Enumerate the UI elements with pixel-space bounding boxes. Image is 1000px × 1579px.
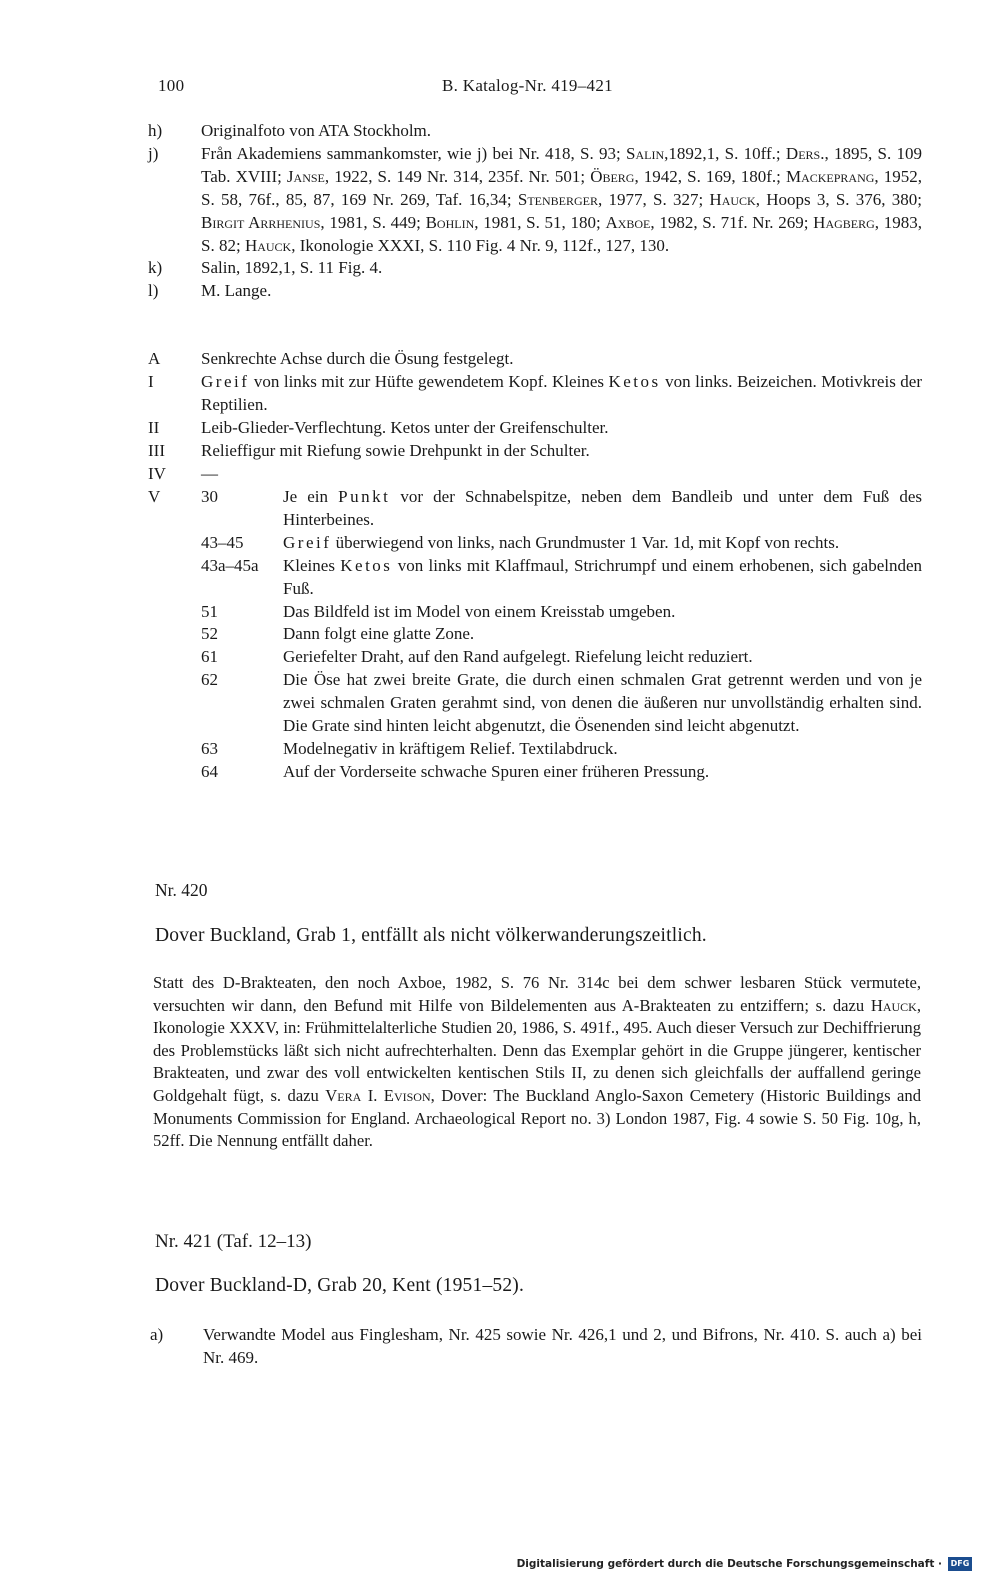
section-v-row (148, 486, 922, 532)
text-run: Geriefelter Draht, auf den Rand aufgelegt. Riefelung leicht reduziert. (283, 647, 753, 667)
text-run: Leib-Glieder-Verflechtung. Ketos unter der Greifenschulter. (201, 417, 609, 437)
feature-text (283, 602, 675, 621)
note-item (148, 280, 922, 303)
entry-heading-421: Nr. 421 (Taf. 12–13) (155, 1231, 312, 1252)
row-text (201, 440, 922, 463)
emphasized-term: Ketos (340, 555, 393, 575)
text-run: Das Bildfeld ist im Model von einem Kreisstab umgeben. (283, 601, 676, 621)
feature-text (283, 647, 753, 666)
row-key: I (148, 371, 154, 391)
text-run: Originalfoto von ATA Stockholm. (201, 121, 432, 140)
text-run: , Hoops 3, S. 376, 380; (755, 189, 922, 209)
row-key: h) (148, 121, 163, 140)
text-run: , 1981, S. 51, 180; (474, 212, 606, 232)
text-run: ,1892,1, S. 10ff.; (664, 143, 786, 163)
emphasized-term: Ketos (608, 371, 661, 391)
section-v-row (148, 623, 922, 646)
section-v-row (148, 669, 922, 738)
row-key: A (148, 349, 161, 368)
text-run: Modelnegativ in kräftigem Relief. Textilabdruck. (283, 738, 618, 758)
feature-text (283, 739, 618, 758)
footer-text: Digitalisierung gefördert durch die Deutsche Forschungsgemeinschaft · (516, 1558, 942, 1570)
text-run: von links. Beizeichen. Motivkreis der Reptilien. (201, 371, 923, 414)
notes-421-block (150, 1324, 922, 1370)
emphasized-term: Greif (283, 532, 332, 552)
row-key: j) (148, 143, 159, 163)
row-text (201, 120, 922, 143)
row-text (201, 463, 922, 486)
emphasized-term: Greif (201, 371, 250, 391)
feature-number: 63 (201, 738, 218, 758)
text-run: , 1981, S. 449; (320, 212, 426, 232)
emphasized-term: Punkt (338, 487, 391, 506)
feature-text (283, 487, 922, 529)
note-item (148, 143, 922, 258)
text-run: , 1982, S. 71f. Nr. 269; (650, 212, 814, 232)
feature-number: 62 (201, 670, 218, 690)
row-text (203, 1324, 922, 1370)
row-key: k) (148, 258, 163, 278)
feature-number: 51 (201, 601, 218, 621)
section-item (148, 463, 922, 486)
text-run: Auf der Vorderseite schwache Spuren einer früheren Pressung. (283, 761, 710, 781)
row-key: III (148, 440, 165, 460)
row-key: l) (148, 281, 159, 301)
author-name: Hauck (244, 235, 292, 255)
note-item (148, 257, 922, 280)
section-item (148, 371, 922, 417)
author-name: Stenberger (517, 189, 599, 209)
row-text (201, 280, 922, 303)
author-name: Vera I. Evison (325, 1085, 431, 1105)
feature-number: 52 (201, 624, 218, 644)
page-number: 100 (158, 76, 185, 95)
entry-paragraph-420 (153, 972, 921, 1153)
section-v-table (148, 486, 922, 784)
row-text (201, 257, 922, 280)
text-run: , Ikonologie XXXI, S. 110 Fig. 4 Nr. 9, 112f., 127, 130. (291, 235, 670, 255)
row-text (201, 371, 922, 417)
author-name: Mackeprang (785, 166, 875, 186)
text-run: , Ikonologie XXXV, in: Frühmittelalterliche Studien 20, 1986, S. 491f., 495. Auch dieser Versuch zur Dechiffrierung des Problemstücks läßt sich nicht aufrechterhalten. Denn das Exemplar gehört in die Gruppe jüngerer, kentischer Brakteaten, und zwar des voll entwickelten kentischen Stils II, zu denen sich gleichfalls der auffallend geringe Goldgehalt fügt, s. dazu (153, 995, 921, 1105)
row-text (201, 348, 922, 371)
row-key: II (148, 417, 160, 437)
text-run: Die Öse hat zwei breite Grate, die durch einen schmalen Grat getrennt werden und von je zwei schmalen Graten gerahmt sind, von denen die äußeren nur unvollständig erhalten sind. Die Grate sind hinten leicht abgenutzt, die Ösenenden sind leicht abgenutzt. (283, 670, 922, 736)
entry-title-420: Dover Buckland, Grab 1, entfällt als nicht völkerwanderungszeitlich. (155, 925, 707, 946)
row-text (201, 143, 922, 258)
author-name: Ders. (785, 143, 825, 163)
feature-text (283, 556, 922, 598)
text-run: , 1922, S. 149 Nr. 314, 235f. Nr. 501; (324, 166, 591, 186)
funding-footer (517, 1557, 972, 1571)
author-name: Hagberg (813, 212, 875, 232)
author-name: Öberg (590, 166, 635, 186)
section-item (148, 348, 922, 371)
entry-heading-420: Nr. 420 (155, 880, 208, 900)
row-key: a) (150, 1325, 164, 1344)
section-item (148, 440, 922, 463)
text-run: Kleines (283, 555, 341, 575)
text-run: Verwandte Model aus Finglesham, Nr. 425 sowie Nr. 426,1 und 2, und Bifrons, Nr. 410. S. auch a) bei Nr. 469. (203, 1325, 922, 1367)
author-name: Bohlin (425, 212, 475, 232)
author-name: Hauck (870, 995, 917, 1015)
author-name: Salin (626, 143, 665, 163)
text-run: Från Akademiens sammankomster, wie j) bei Nr. 418, S. 93; (201, 143, 627, 163)
text-run: Relieffigur mit Riefung sowie Drehpunkt in der Schulter. (201, 440, 590, 460)
text-run: , 1977, S. 327; (598, 189, 710, 209)
author-name: Janse (286, 166, 325, 186)
section-v-row (148, 555, 922, 601)
text-run: von links mit Klaffmaul, Strichrumpf und einem erhobenen, sich gabelnden Fuß. (283, 555, 923, 598)
feature-number: 30 (201, 487, 218, 506)
text-run: vor der Schnabelspitze, neben dem Bandleib und unter dem Fuß des Hinterbeines. (283, 487, 922, 529)
text-run: Statt des D-Brakteaten, den noch Axboe, 1982, S. 76 Nr. 314c bei dem schwer lesbaren Stück vermutete, versuchten wir dann, den Befund mit Hilfe von Bildelementen aus A-Brakteaten zu entziffern; s. dazu (153, 973, 921, 1015)
feature-text (283, 670, 922, 735)
row-text (201, 417, 922, 440)
row-key: IV (148, 463, 166, 483)
text-run: , 1983, S. 82; (201, 212, 922, 255)
section-v-row (148, 646, 922, 669)
author-name: Axboe (605, 212, 651, 232)
text-run: , 1942, S. 169, 180f.; (634, 166, 786, 186)
feature-text (283, 762, 709, 781)
text-run: Salin, 1892,1, S. 11 Fig. 4. (201, 258, 383, 278)
feature-text (283, 624, 474, 643)
text-run: Dann folgt eine glatte Zone. (283, 624, 475, 644)
notes-top-block (148, 120, 922, 303)
text-run: Senkrechte Achse durch die Ösung festgelegt. (201, 349, 514, 368)
feature-text (283, 533, 839, 552)
section-v-row (148, 761, 922, 784)
description-sections (148, 348, 922, 485)
section-v-key: V (148, 487, 161, 506)
text-run: , Dover: The Buckland Anglo-Saxon Cemetery (Historic Buildings and Monuments Commission for England. Archaeological Report no. 3) London 1987, Fig. 4 sowie S. 50 Fig. 10g, h, 52ff. Die Nennung entfällt daher. (153, 1085, 921, 1151)
feature-number: 43a–45a (201, 555, 259, 575)
author-name: Birgit Arrhenius (201, 212, 321, 232)
text-run: , 1895, S. 109 Tab. XVIII; (201, 143, 922, 186)
text-run: — (201, 463, 218, 483)
feature-number: 64 (201, 761, 218, 781)
text-run: überwiegend von links, nach Grundmuster 1 Var. 1d, mit Kopf von rechts. (331, 532, 840, 552)
running-title: B. Katalog-Nr. 419–421 (442, 76, 613, 95)
section-item (148, 417, 922, 440)
dfg-logo: DFG (948, 1557, 972, 1571)
text-run: M. Lange. (201, 281, 272, 301)
text-run: , 1952, S. 58, 76f., 85, 87, 169 Nr. 269, Taf. 16,34; (201, 166, 923, 209)
section-v-row (148, 738, 922, 761)
section-v-row (148, 532, 922, 555)
feature-number: 43–45 (201, 532, 244, 552)
feature-number: 61 (201, 647, 218, 667)
author-name: Hauck (709, 189, 756, 209)
text-run: von links mit zur Hüfte gewendetem Kopf. Kleines (249, 371, 609, 391)
note-item (148, 120, 922, 143)
note-item (150, 1324, 922, 1370)
section-v-row (148, 601, 922, 624)
entry-title-421: Dover Buckland-D, Grab 20, Kent (1951–52). (155, 1275, 525, 1296)
text-run: Je ein (283, 487, 339, 506)
